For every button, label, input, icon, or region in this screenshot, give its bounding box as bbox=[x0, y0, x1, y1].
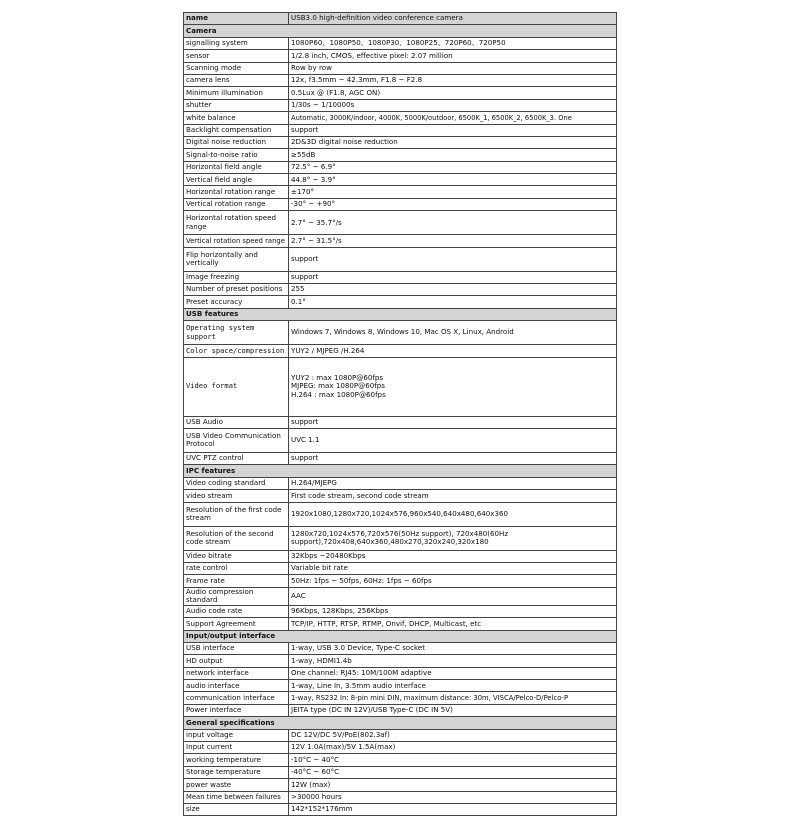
row-label: UVC PTZ control bbox=[184, 452, 289, 464]
table-row bbox=[184, 526, 617, 550]
row-label: Frame rate bbox=[184, 575, 289, 587]
row-value: Automatic, 3000K/indoor, 4000K, 5000K/outdoor, 6500K_1, 6500K_2, 6500K_3. One bbox=[289, 112, 617, 124]
row-label: Storage temperature bbox=[184, 766, 289, 778]
row-label: Resolution of the first code stream bbox=[184, 502, 289, 526]
table-row bbox=[184, 680, 617, 692]
row-value: 44.8° ~ 3.9° bbox=[289, 174, 617, 186]
row-label: communication interface bbox=[184, 692, 289, 704]
row-value: 1-way, RS232 In: 8-pin mini DIN, maximum distance: 30m, VISCA/Pelco-D/Pelco-P bbox=[289, 692, 617, 704]
header-label: name bbox=[184, 13, 289, 25]
row-label: Minimum illumination bbox=[184, 87, 289, 99]
row-value: 1280x720,1024x576,720x576(50Hz support), 720x480(60Hz support),720x408,640x360,480x270,320x240,320x180 bbox=[289, 526, 617, 550]
table-row bbox=[184, 149, 617, 161]
row-label: input voltage bbox=[184, 729, 289, 741]
table-row bbox=[184, 321, 617, 345]
row-label: Video coding standard bbox=[184, 477, 289, 489]
row-label: HD output bbox=[184, 655, 289, 667]
table-row bbox=[184, 271, 617, 283]
table-row bbox=[184, 692, 617, 704]
row-value: 142*152*176mm bbox=[289, 803, 617, 815]
row-label: Resolution of the second code stream bbox=[184, 526, 289, 550]
table-row bbox=[184, 186, 617, 198]
row-value: 2D&3D digital noise reduction bbox=[289, 136, 617, 148]
row-value: 12x, f3.5mm ~ 42.3mm, F1.8 ~ F2.8 bbox=[289, 74, 617, 86]
section-io-interface bbox=[184, 630, 617, 642]
row-value: AAC bbox=[289, 587, 617, 605]
row-label: Vertical rotation speed range bbox=[184, 235, 289, 247]
table-row bbox=[184, 704, 617, 716]
table-row bbox=[184, 490, 617, 502]
row-label: Video format bbox=[184, 357, 289, 416]
row-value: 1/30s ~ 1/10000s bbox=[289, 99, 617, 111]
section-title: Input/output interface bbox=[184, 630, 617, 642]
row-label: camera lens bbox=[184, 74, 289, 86]
row-value: 255 bbox=[289, 284, 617, 296]
table-row bbox=[184, 198, 617, 210]
table-row bbox=[184, 642, 617, 654]
row-value: -30° ~ +90° bbox=[289, 198, 617, 210]
table-row bbox=[184, 62, 617, 74]
table-row bbox=[184, 296, 617, 308]
row-value: 50Hz: 1fps ~ 50fps, 60Hz: 1fps ~ 60fps bbox=[289, 575, 617, 587]
table-row bbox=[184, 667, 617, 679]
row-label: white balance bbox=[184, 112, 289, 124]
table-row bbox=[184, 605, 617, 617]
section-ipc-features bbox=[184, 465, 617, 477]
row-value: support bbox=[289, 247, 617, 271]
row-value: First code stream, second code stream bbox=[289, 490, 617, 502]
row-label: Audio compression standard bbox=[184, 587, 289, 605]
row-label: signalling system bbox=[184, 37, 289, 49]
row-label: USB Audio bbox=[184, 416, 289, 428]
row-value: -40°C ~ 60°C bbox=[289, 766, 617, 778]
row-label: size bbox=[184, 803, 289, 815]
row-label: Number of preset positions bbox=[184, 284, 289, 296]
row-label: Operating system support bbox=[184, 321, 289, 345]
table-row bbox=[184, 112, 617, 124]
table-row bbox=[184, 235, 617, 247]
section-general-specifications bbox=[184, 717, 617, 729]
section-title: IPC features bbox=[184, 465, 617, 477]
row-value: support bbox=[289, 124, 617, 136]
row-value: 2.7° ~ 35.7°/s bbox=[289, 211, 617, 235]
table-row bbox=[184, 550, 617, 562]
table-row bbox=[184, 575, 617, 587]
row-value: 1-way, Line In, 3.5mm audio interface bbox=[289, 680, 617, 692]
row-label: shutter bbox=[184, 99, 289, 111]
table-row bbox=[184, 803, 617, 815]
row-label: Backlight compensation bbox=[184, 124, 289, 136]
table-row bbox=[184, 779, 617, 791]
row-value: DC 12V/DC 5V/PoE(802.3af) bbox=[289, 729, 617, 741]
row-value: >30000 hours bbox=[289, 791, 617, 803]
row-label: Vertical field angle bbox=[184, 174, 289, 186]
table-row bbox=[184, 50, 617, 62]
row-value: Windows 7, Windows 8, Windows 10, Mac OS X, Linux, Android bbox=[289, 321, 617, 345]
row-label: Video bitrate bbox=[184, 550, 289, 562]
row-label: Audio code rate bbox=[184, 605, 289, 617]
row-value: Variable bit rate bbox=[289, 562, 617, 574]
table-row bbox=[184, 477, 617, 489]
row-value: ±170° bbox=[289, 186, 617, 198]
table-row bbox=[184, 655, 617, 667]
row-label: USB interface bbox=[184, 642, 289, 654]
row-label: Vertical rotation range bbox=[184, 198, 289, 210]
row-value: 72.5° ~ 6.9° bbox=[289, 161, 617, 173]
table-row bbox=[184, 452, 617, 464]
row-label: Flip horizontally and vertically bbox=[184, 247, 289, 271]
table-header-row bbox=[184, 13, 617, 25]
table-row bbox=[184, 211, 617, 235]
table-row bbox=[184, 729, 617, 741]
row-value: support bbox=[289, 452, 617, 464]
row-value: 1/2.8 inch, CMOS, effective pixel: 2.07 million bbox=[289, 50, 617, 62]
row-label: rate control bbox=[184, 562, 289, 574]
section-title: USB features bbox=[184, 308, 617, 320]
row-value: H.264/MJEPG bbox=[289, 477, 617, 489]
row-value: 1-way, HDMI1.4b bbox=[289, 655, 617, 667]
table-row bbox=[184, 618, 617, 630]
row-value: 12V 1.0A(max)/5V 1.5A(max) bbox=[289, 742, 617, 754]
row-label: Scanning mode bbox=[184, 62, 289, 74]
row-label: video stream bbox=[184, 490, 289, 502]
table-row bbox=[184, 284, 617, 296]
row-value: One channel: RJ45: 10M/100M adaptive bbox=[289, 667, 617, 679]
row-label: Horizontal field angle bbox=[184, 161, 289, 173]
table-row bbox=[184, 587, 617, 605]
row-label: working temperature bbox=[184, 754, 289, 766]
row-value: 96Kbps, 128Kbps, 256Kbps bbox=[289, 605, 617, 617]
table-row bbox=[184, 99, 617, 111]
section-usb-features bbox=[184, 308, 617, 320]
table-row bbox=[184, 136, 617, 148]
table-row bbox=[184, 247, 617, 271]
header-value: USB3.0 high-definition video conference camera bbox=[289, 13, 617, 25]
row-label: Color space/compression bbox=[184, 345, 289, 357]
row-label: Mean time between failures bbox=[184, 791, 289, 803]
spec-table bbox=[183, 12, 617, 816]
row-value: ≥55dB bbox=[289, 149, 617, 161]
row-value: 0.1° bbox=[289, 296, 617, 308]
row-label: Input current bbox=[184, 742, 289, 754]
row-label: Digital noise reduction bbox=[184, 136, 289, 148]
row-label: Image freezing bbox=[184, 271, 289, 283]
table-row bbox=[184, 791, 617, 803]
table-row bbox=[184, 766, 617, 778]
table-row bbox=[184, 74, 617, 86]
row-value: support bbox=[289, 271, 617, 283]
row-label: Horizontal rotation speed range bbox=[184, 211, 289, 235]
table-row bbox=[184, 562, 617, 574]
table-row bbox=[184, 428, 617, 452]
table-row bbox=[184, 345, 617, 357]
table-row bbox=[184, 754, 617, 766]
row-value: JEITA type (DC IN 12V)/USB Type-C (DC IN 5V) bbox=[289, 704, 617, 716]
table-row bbox=[184, 742, 617, 754]
row-label: USB Video Communication Protocol bbox=[184, 428, 289, 452]
row-value: Row by row bbox=[289, 62, 617, 74]
row-value: TCP/IP, HTTP, RTSP, RTMP, Onvif, DHCP, Multicast, etc bbox=[289, 618, 617, 630]
row-value: 1-way, USB 3.0 Device, Type-C socket bbox=[289, 642, 617, 654]
row-value: 32Kbps ~20480Kbps bbox=[289, 550, 617, 562]
row-label: audio interface bbox=[184, 680, 289, 692]
row-value: support bbox=[289, 416, 617, 428]
row-value: 1080P60、1080P50、1080P30、1080P25、720P60、720P50 bbox=[289, 37, 617, 49]
table-row bbox=[184, 124, 617, 136]
row-value: 1920x1080,1280x720,1024x576,960x540,640x480,640x360 bbox=[289, 502, 617, 526]
row-value: YUY2 : max 1080P@60fps MJPEG: max 1080P@60fps H.264 : max 1080P@60fps bbox=[289, 357, 617, 416]
section-title: General specifications bbox=[184, 717, 617, 729]
row-label: network interface bbox=[184, 667, 289, 679]
row-label: Preset accuracy bbox=[184, 296, 289, 308]
row-label: Power interface bbox=[184, 704, 289, 716]
row-label: Horizontal rotation range bbox=[184, 186, 289, 198]
row-value: 0.5Lux @ (F1.8, AGC ON) bbox=[289, 87, 617, 99]
table-row bbox=[184, 502, 617, 526]
row-label: Signal-to-noise ratio bbox=[184, 149, 289, 161]
row-value: 12W (max) bbox=[289, 779, 617, 791]
table-row bbox=[184, 416, 617, 428]
row-value: YUY2 / MJPEG /H.264 bbox=[289, 345, 617, 357]
row-value: -10°C ~ 40°C bbox=[289, 754, 617, 766]
section-title: Camera bbox=[184, 25, 617, 37]
row-label: power waste bbox=[184, 779, 289, 791]
table-row bbox=[184, 37, 617, 49]
row-label: Support Agreement bbox=[184, 618, 289, 630]
table-row bbox=[184, 87, 617, 99]
row-label: sensor bbox=[184, 50, 289, 62]
table-row bbox=[184, 357, 617, 416]
row-value: 2.7° ~ 31.5°/s bbox=[289, 235, 617, 247]
section-camera bbox=[184, 25, 617, 37]
table-row bbox=[184, 174, 617, 186]
table-row bbox=[184, 161, 617, 173]
row-value: UVC 1.1 bbox=[289, 428, 617, 452]
